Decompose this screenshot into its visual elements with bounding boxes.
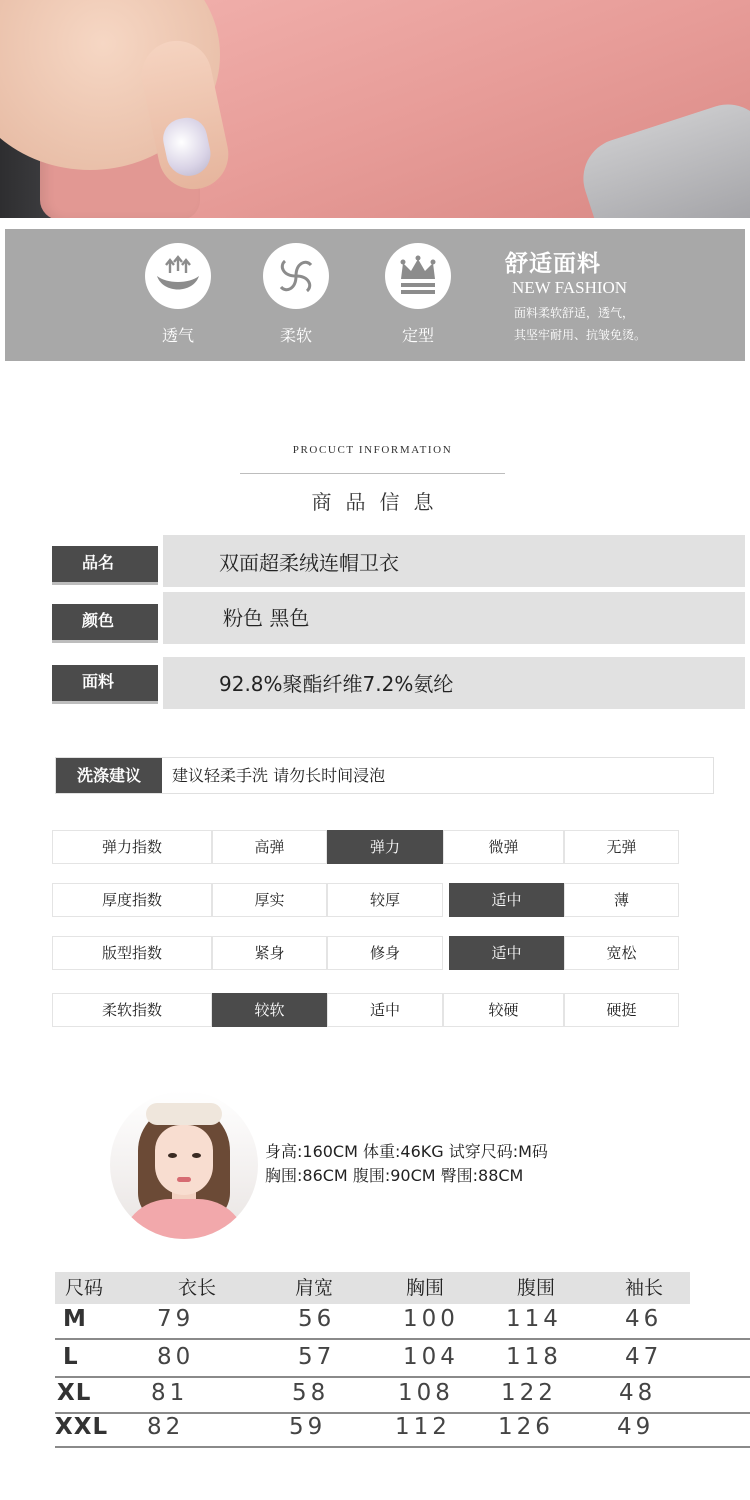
index-option-selected: 适中 xyxy=(449,936,564,970)
size-cell: 49 xyxy=(617,1414,655,1440)
model-stats-line: 身高:160CM 体重:46KG 试穿尺码:M码 xyxy=(265,1142,548,1161)
index-option: 紧身 xyxy=(212,936,327,970)
size-cell: L xyxy=(63,1344,79,1370)
size-header-cell: 肩宽 xyxy=(295,1277,334,1299)
banner-desc-line: 面料柔软舒适，透气， xyxy=(514,306,635,320)
size-header-cell: 尺码 xyxy=(65,1277,104,1299)
model-stats-line: 胸围:86CM 腹围:90CM 臀围:88CM xyxy=(265,1166,524,1185)
spec-tag-color: 颜色 xyxy=(52,604,158,640)
index-option: 较厚 xyxy=(327,883,443,917)
size-row-l xyxy=(55,1342,750,1378)
index-row-thickness xyxy=(52,883,679,917)
size-cell: 59 xyxy=(289,1414,327,1440)
spec-value-color: 粉色 黑色 xyxy=(163,592,745,644)
feature-shape xyxy=(383,243,453,346)
size-cell: 80 xyxy=(157,1344,195,1370)
index-option: 宽松 xyxy=(564,936,679,970)
index-option: 较硬 xyxy=(443,993,564,1027)
info-heading-cn: 商品信息 xyxy=(311,490,448,514)
size-table-header xyxy=(55,1272,690,1304)
index-option: 薄 xyxy=(564,883,679,917)
size-header-cell: 衣长 xyxy=(178,1277,217,1299)
index-option: 修身 xyxy=(327,936,443,970)
size-cell: 126 xyxy=(498,1414,554,1440)
index-option-selected: 适中 xyxy=(449,883,564,917)
spec-value-name: 双面超柔绒连帽卫衣 xyxy=(163,535,745,587)
size-cell: M xyxy=(63,1306,87,1332)
banner-desc-line: 其坚牢耐用、抗皱免烫。 xyxy=(514,328,647,342)
index-option: 硬挺 xyxy=(564,993,679,1027)
feature-breathable xyxy=(143,243,213,346)
index-option: 微弹 xyxy=(443,830,564,864)
banner-description xyxy=(514,302,646,346)
size-cell: 104 xyxy=(403,1344,459,1370)
index-option-selected: 较软 xyxy=(212,993,327,1027)
info-divider xyxy=(240,473,505,474)
feature-label: 定型 xyxy=(401,326,434,345)
index-option: 高弹 xyxy=(212,830,327,864)
grey-sleeve xyxy=(573,94,750,218)
size-row-xl xyxy=(55,1378,750,1414)
feature-label: 柔软 xyxy=(279,326,312,345)
model-eye xyxy=(192,1153,201,1158)
size-cell: 82 xyxy=(147,1414,185,1440)
size-cell: 56 xyxy=(298,1306,336,1332)
size-header-cell: 胸围 xyxy=(406,1277,445,1299)
size-cell: 57 xyxy=(298,1344,336,1370)
model-pink-hoodie xyxy=(120,1199,248,1239)
row-divider xyxy=(55,1446,750,1448)
size-cell: 114 xyxy=(506,1306,562,1332)
size-cell: 112 xyxy=(395,1414,451,1440)
size-cell: 79 xyxy=(157,1306,195,1332)
model-lip xyxy=(177,1177,191,1182)
index-name: 厚度指数 xyxy=(52,883,212,917)
spec-tag-name: 品名 xyxy=(52,546,158,582)
index-name: 柔软指数 xyxy=(52,993,212,1027)
soft-swirl-icon xyxy=(263,243,329,309)
size-cell: XXL xyxy=(55,1414,109,1440)
index-row-fit xyxy=(52,936,679,970)
size-cell: 108 xyxy=(398,1380,454,1406)
model-avatar xyxy=(110,1091,258,1239)
fabric-feature-banner xyxy=(5,229,745,361)
crown-icon xyxy=(385,243,451,309)
info-heading-en: PROCUCT INFORMATION xyxy=(292,444,453,456)
size-cell: 47 xyxy=(625,1344,663,1370)
model-stats xyxy=(265,1140,548,1188)
size-cell: 100 xyxy=(403,1306,459,1332)
wash-advice-row xyxy=(55,757,714,794)
row-divider xyxy=(55,1338,750,1340)
index-row-elasticity xyxy=(52,830,679,864)
size-cell: 46 xyxy=(625,1306,663,1332)
size-cell: 58 xyxy=(292,1380,330,1406)
size-cell: XL xyxy=(57,1380,92,1406)
size-cell: 81 xyxy=(151,1380,189,1406)
hero-product-photo xyxy=(0,0,750,218)
banner-title: 舒适面料 xyxy=(505,251,601,277)
model-headband xyxy=(146,1103,222,1125)
index-name: 弹力指数 xyxy=(52,830,212,864)
size-row-xxl xyxy=(55,1412,750,1448)
size-header-cell: 袖长 xyxy=(625,1277,664,1299)
spec-value-fabric: 92.8%聚酯纤维7.2%氨纶 xyxy=(163,657,745,709)
size-header-cell: 腹围 xyxy=(517,1277,556,1299)
feature-soft xyxy=(261,243,331,346)
index-row-softness xyxy=(52,993,679,1027)
index-option-selected: 弹力 xyxy=(327,830,443,864)
model-eye xyxy=(168,1153,177,1158)
wash-text: 建议轻柔手洗 请勿长时间浸泡 xyxy=(172,766,386,785)
banner-subtitle: NEW FASHION xyxy=(512,278,628,297)
wash-tag: 洗涤建议 xyxy=(56,758,162,793)
index-option: 厚实 xyxy=(212,883,327,917)
index-option: 适中 xyxy=(327,993,443,1027)
size-row-m xyxy=(55,1304,750,1340)
size-cell: 48 xyxy=(619,1380,657,1406)
size-cell: 122 xyxy=(501,1380,557,1406)
index-option: 无弹 xyxy=(564,830,679,864)
model-face xyxy=(155,1125,213,1195)
spec-tag-fabric: 面料 xyxy=(52,665,158,701)
index-name: 版型指数 xyxy=(52,936,212,970)
size-cell: 118 xyxy=(506,1344,562,1370)
feature-label: 透气 xyxy=(161,326,194,345)
breathable-icon xyxy=(145,243,211,309)
